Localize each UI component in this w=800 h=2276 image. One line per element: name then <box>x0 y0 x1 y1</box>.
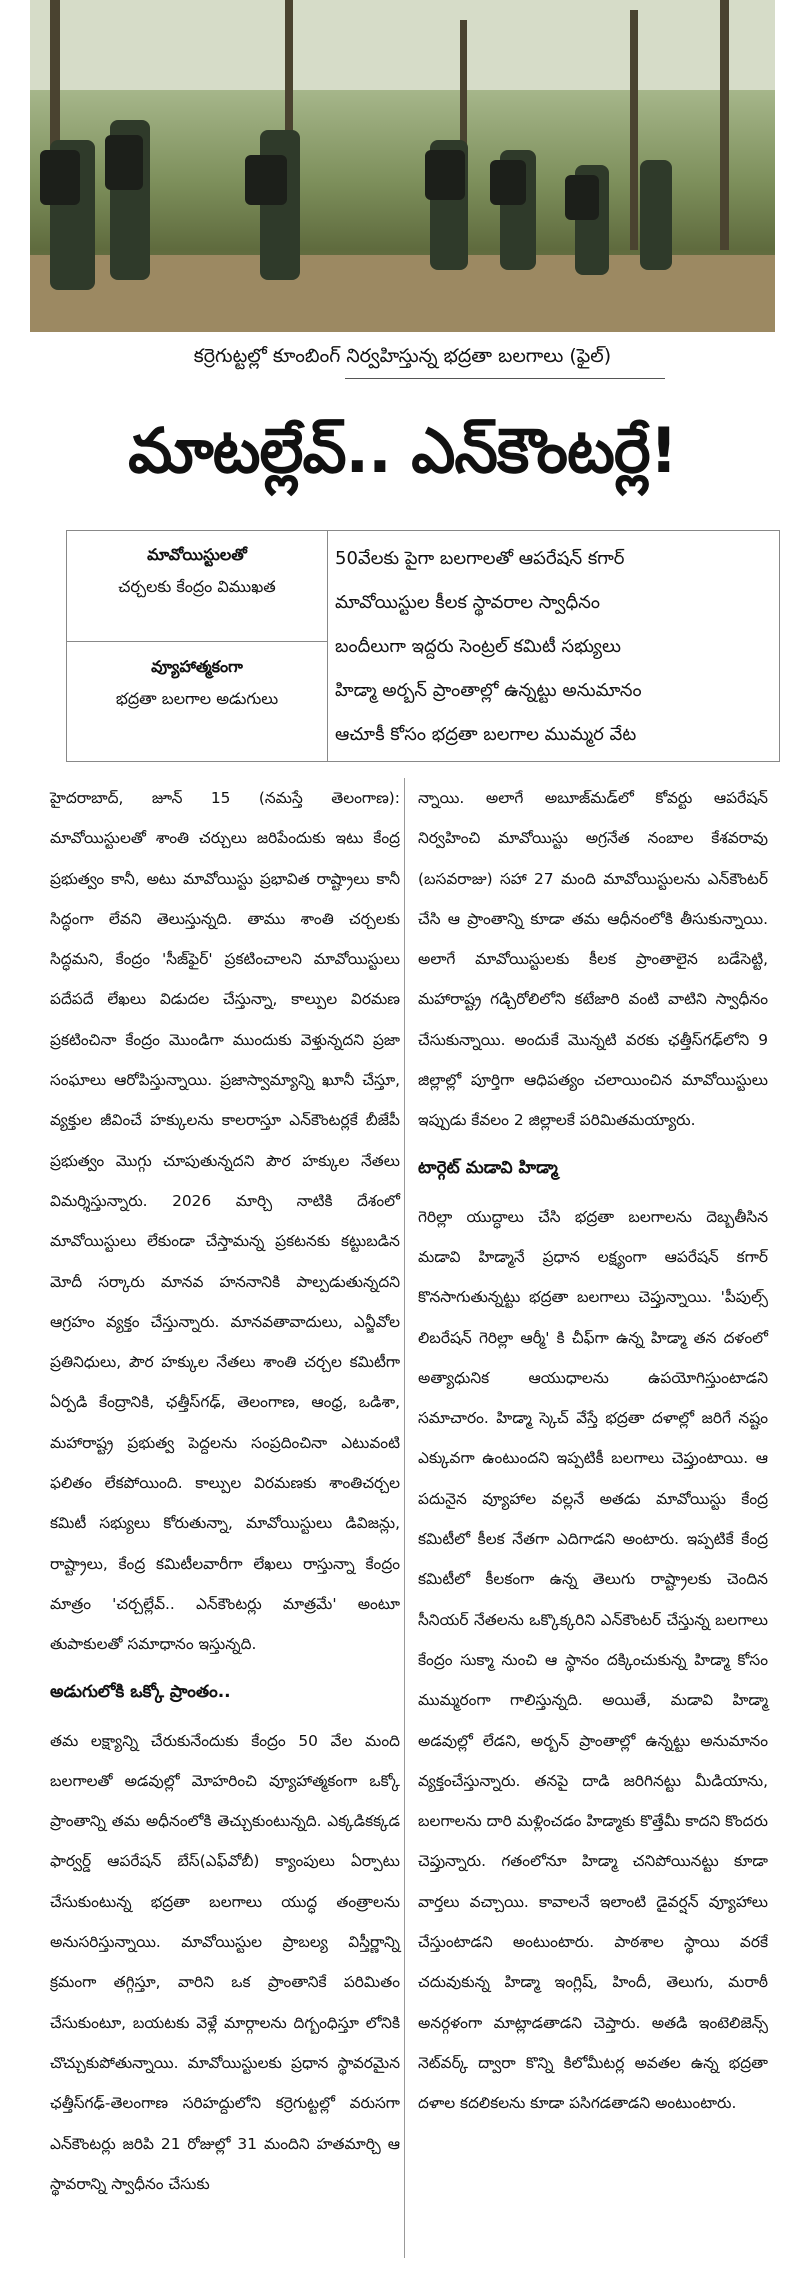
column-divider <box>404 778 405 2258</box>
summary-point: ఆచూకీ కోసం భద్రతా బలగాల ముమ్మర వేట <box>335 724 637 745</box>
soldiers-in-forest-image <box>30 0 775 332</box>
summary-left-bottom-line2: భద్రతా బలగాల అడుగులు <box>115 689 279 708</box>
headline: మాటల్లేవ్.. ఎన్‌కౌంటర్లే! <box>128 414 677 487</box>
summary-box <box>66 530 780 762</box>
article-subheading: టార్గెట్ మడావి హిడ్మా <box>418 1157 558 1178</box>
summary-point: బందీలుగా ఇద్దరు సెంట్రల్ కమిటీ సభ్యులు <box>335 636 621 657</box>
summary-point: హిడ్మా అర్బన్ ప్రాంతాల్లో ఉన్నట్టు అనుమానం <box>335 680 642 701</box>
summary-left-top-line1: మావోయిస్టులతో <box>147 545 247 564</box>
summary-point: 50వేలకు పైగా బలగాలతో ఆపరేషన్ కగార్ <box>335 548 625 569</box>
article-paragraph: తమ లక్ష్యాన్ని చేరుకునేందుకు కేంద్రం 50 వేల మంది బలగాలతో అడవుల్లో మోహరించి వ్యూహాత్మకంగా ఒక్కో ప్రాంతాన్ని తమ అధీనంలోకి తెచ్చుకుంటున్నది. ఎక్కడికక్కడ ఫార్వర్డ్ ఆపరేషన్ బేస్(ఎఫ్‌వోబీ) క్యాంపులు ఏర్పాటు చేసుకుంటున్న భద్రతా బలగాలు యుద్ధ తంత్రాలను అనుసరిస్తున్నాయి. మావోయిస్టుల ప్రాబల్య విస్తీర్ణాన్ని క్రమంగా తగ్గిస్తూ, వారిని ఒక ప్రాంతానికే పరిమితం చేసుకుంటూ, బయటకు వెళ్లే మార్గాలను దిగ్బంధిస్తూ లోనికి చొచ్చుకుపోతున్నాయి. మావోయిస్టులకు ప్రధాన స్థావరమైన ఛత్తీస్‌గఢ్-తెలంగాణ సరిహద్దులోని కర్రెగుట్టల్లో వరుసగా ఎన్‌కౌంటర్లు జరిపి 21 రోజుల్లో 31 మందిని హతమార్చి ఆ స్థావరాన్ని స్వాధీనం చేసుకు <box>50 1731 400 2193</box>
article-paragraph: హైదరాబాద్, జూన్ 15 (నమస్తే తెలంగాణ): మావోయిస్టులతో శాంతి చర్చులు జరిపేందుకు ఇటు కేంద్ర ప్రభుత్వం కానీ, అటు మావోయిస్టు ప్రభావిత రాష్ట్రాలు కానీ సిద్ధంగా లేవని తెలుస్తున్నది. తాము శాంతి చర్చలకు సిద్ధమని, కేంద్రం 'సీజ్‌ఫైర్' ప్రకటించాలని మావోయిస్టులు పదేపదే లేఖలు విడుదల చేస్తున్నా, కాల్పుల విరమణ ప్రకటించినా కేంద్రం మొండిగా ముందుకు వెళ్తున్నదని ప్రజా సంఘాలు ఆరోపిస్తున్నాయి. ప్రజాస్వామ్యాన్ని ఖూనీ చేస్తూ, వ్యక్తుల జీవించే హక్కులను కాలరాస్తూ ఎన్‌కౌంటర్లకే బీజేపీ ప్రభుత్వం మొగ్గు చూపుతున్నదని పౌర హక్కుల నేతలు విమర్శిస్తున్నారు. 2026 మార్చి నాటికి దేశంలో మావోయిస్టులు లేకుండా చేస్తామన్న ప్రకటనకు కట్టుబడిన మోదీ సర్కారు మానవ హననానికి పాల్పడుతున్నదని ఆగ్రహం వ్యక్తం చేస్తున్నారు. మానవతావాదులు, ఎన్జీవోల ప్రతినిధులు, పౌర హక్కుల నేతలు శాంతి చర్చల కమిటీగా ఏర్పడి కేంద్రానికి, ఛత్తీస్‌గఢ్, తెలంగాణ, ఆంధ్ర, ఒడిశా, మహారాష్ట్ర ప్రభుత్వ పెద్దలను సంప్రదించినా ఎటువంటి ఫలితం లేకపోయింది. కాల్పుల విరమణకు శాంతిచర్చల కమిటీ సభ్యులు కోరుతున్నా, మావోయిస్టులు డివిజన్లు, రాష్ట్రాలు, కేంద్ర కమిటీలవారీగా లేఖలు రాస్తున్నా కేంద్రం మాత్రం 'చర్చల్లేవ్.. ఎన్‌కౌంటర్లు మాత్రమే' అంటూ తుపాకులతో సమాధానం ఇస్తున్నది. <box>50 789 400 1654</box>
article-paragraph: గెరిల్లా యుద్ధాలు చేసి భద్రతా బలగాలను దెబ్బతీసిన మడావి హిడ్మానే ప్రధాన లక్ష్యంగా ఆపరేషన్ కగార్ కొనసాగుతున్నట్టు భద్రతా బలగాలు చెప్తున్నాయి. 'పీపుల్స్ లిబరేషన్ గెరిల్లా ఆర్మీ' కి చీఫ్‌గా ఉన్న హిడ్మా తన దళంలో అత్యాధునిక ఆయుధాలను ఉపయోగిస్తుంటాడని సమాచారం. హిడ్మా స్కెచ్ వేస్తే భద్రతా దళాల్లో జరిగే నష్టం ఎక్కువగా ఉంటుందని ఇప్పటికీ బలగాలు చెప్తుంటాయి. ఆ పదునైన వ్యూహాల వల్లనే అతడు మావోయిస్టు కేంద్ర కమిటీలో కీలక నేతగా ఎదిగాడని అంటారు. ఇప్పటికే కేంద్ర కమిటీలో కీలకంగా ఉన్న తెలుగు రాష్ట్రాలకు చెందిన సీనియర్ నేతలను ఒక్కొక్కరిని ఎన్‌కౌంటర్ చేస్తున్న బలగాలు కేంద్రం సుక్మా నుంచి ఆ స్థానం దక్కించుకున్న హిడ్మా కోసం ముమ్మరంగా గాలిస్తున్నది. అయితే, మడావి హిడ్మా అడవుల్లో లేడని, అర్బన్ ప్రాంతాల్లో ఉన్నట్టు అనుమానం వ్యక్తంచేస్తున్నారు. తనపై దాడి జరిగినట్టు మీడియాను, బలగాలను దారి మళ్లించడం హిడ్మాకు కొత్తేమీ కాదని కొందరు చెప్తున్నారు. గతంలోనూ హిడ్మా చనిపోయినట్టు కూడా వార్తలు వచ్చాయి. కావాలనే ఇలాంటి డైవర్షన్ వ్యూహాలు చేస్తుంటాడని అంటుంటారు. పాఠశాల స్థాయి వరకే చదువుకున్న హిడ్మా ఇంగ్లిష్, హిందీ, తెలుగు, మరాఠీ అనర్గళంగా మాట్లాడతాడని చెప్తారు. అతడి ఇంటెలిజెన్స్ నెట్‌వర్క్ ద్వారా కొన్ని కిలోమీటర్ల అవతల ఉన్న భద్రతా దళాల కదలికలను కూడా పసిగడతాడని అంటుంటారు. <box>418 1207 768 2113</box>
news-photo <box>30 0 775 332</box>
summary-divider <box>67 641 327 642</box>
summary-left-top-line2: చర్చలకు కేంద్రం విముఖత <box>118 577 276 596</box>
article-subheading: అడుగులోకి ఒక్కో ప్రాంతం.. <box>50 1681 231 1702</box>
summary-left-top <box>67 539 327 603</box>
article-column-right <box>418 778 768 2124</box>
summary-left-panel <box>67 531 328 761</box>
summary-point: మావోయిస్టుల కీలక స్థావరాల స్వాధీనం <box>335 592 600 613</box>
summary-points <box>335 537 775 757</box>
photo-caption: కర్రెగుట్టల్లో కూంబింగ్ నిర్వహిస్తున్న భద్రతా బలగాలు (ఫైల్) <box>193 345 612 367</box>
summary-left-bottom-line1: వ్యూహాత్మకంగా <box>151 657 243 676</box>
article-column-left <box>50 778 400 2204</box>
summary-left-bottom <box>67 651 327 715</box>
article-paragraph: న్నాయి. అలాగే అబూజ్‌మడ్‌లో కోవర్టు ఆపరేషన్ నిర్వహించి మావోయిస్టు అగ్రనేత నంబాల కేశవరావు (బసవరాజు) సహా 27 మంది మావోయిస్టులను ఎన్‌కౌంటర్ చేసి ఆ ప్రాంతాన్ని కూడా తమ ఆధీనంలోకి తీసుకున్నాయి. అలాగే మావోయిస్టులకు కీలక ప్రాంతాలైన బడేసెట్టి, మహారాష్ట్ర గడ్చిరోలిలోని కటేజారి వంటి వాటిని స్వాధీనం చేసుకున్నాయి. అందుకే మొన్నటి వరకు ఛత్తీస్‌గఢ్‌లోని 9 జిల్లాల్లో పూర్తిగా ఆధిపత్యం చలాయించిన మావోయిస్టులు ఇప్పుడు కేవలం 2 జిల్లాలకే పరిమితమయ్యారు. <box>418 789 768 1130</box>
caption-underline <box>345 378 665 379</box>
